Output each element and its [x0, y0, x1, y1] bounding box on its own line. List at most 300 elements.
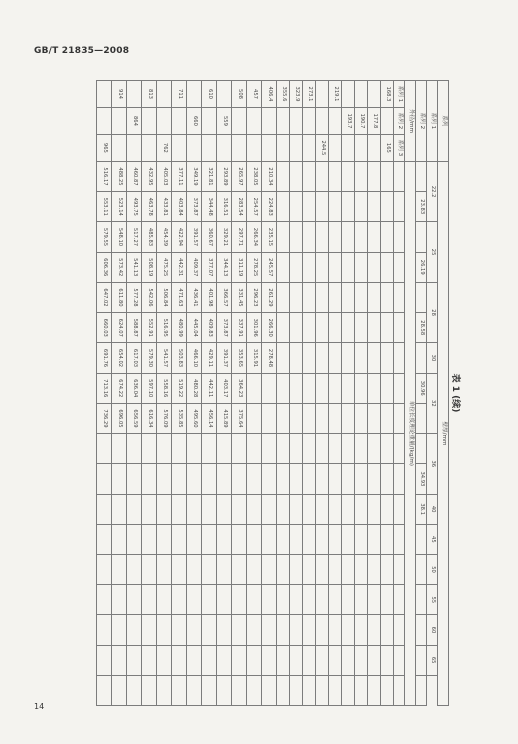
empty-cell	[394, 494, 405, 524]
weight-value: 261.29	[262, 282, 277, 312]
weight-value	[316, 403, 329, 433]
od-series-3	[217, 134, 232, 161]
table-row	[232, 81, 247, 706]
weight-value	[316, 222, 329, 252]
empty-cell	[394, 585, 405, 615]
series-header: 系列	[438, 81, 449, 162]
weight-value	[342, 434, 355, 464]
weight-value: 454.39	[157, 222, 172, 252]
weight-value: 616.34	[142, 403, 157, 433]
weight-value	[232, 434, 247, 464]
weight-value	[303, 343, 316, 373]
weight-value	[368, 282, 381, 312]
weight-value	[355, 161, 368, 191]
weight-value	[303, 373, 316, 403]
weight-value: 337.91	[232, 313, 247, 343]
empty-cell	[416, 524, 427, 554]
weight-value	[232, 645, 247, 675]
od-series-3	[277, 134, 290, 161]
weight-value	[368, 252, 381, 282]
weight-value	[142, 464, 157, 494]
empty-cell	[416, 434, 427, 464]
table-row	[342, 81, 355, 706]
weight-value	[329, 615, 342, 645]
od-series-3	[262, 134, 277, 161]
weight-value	[142, 585, 157, 615]
weight-value	[342, 282, 355, 312]
weight-value: 691.76	[97, 343, 112, 373]
weight-value: 553.11	[97, 192, 112, 222]
weight-value: 475.25	[157, 252, 172, 282]
weight-value	[342, 403, 355, 433]
table-row	[202, 81, 217, 706]
weight-value: 552.91	[142, 313, 157, 343]
weight-value	[277, 645, 290, 675]
weight-value: 429.11	[202, 343, 217, 373]
weight-value	[316, 343, 329, 373]
od-series-3	[355, 134, 368, 161]
weight-value	[303, 282, 316, 312]
weight-value	[157, 615, 172, 645]
od-series-2: 660	[187, 107, 202, 134]
empty-cell	[416, 585, 427, 615]
weight-value	[368, 615, 381, 645]
weight-value	[342, 343, 355, 373]
weight-value	[290, 192, 303, 222]
weight-value	[355, 313, 368, 343]
weight-value	[172, 645, 187, 675]
weight-value	[290, 645, 303, 675]
weight-value: 736.29	[97, 403, 112, 433]
empty-cell	[416, 554, 427, 584]
weight-value	[247, 403, 262, 433]
weight-value	[290, 554, 303, 584]
weight-value: 293.89	[217, 161, 232, 191]
od-series-2	[232, 107, 247, 134]
weight-value	[277, 373, 290, 403]
od-series-1: 273.1	[303, 81, 316, 108]
weight-value	[303, 313, 316, 343]
weight-value	[355, 524, 368, 554]
table-row	[217, 81, 232, 706]
weight-value: 297.71	[232, 222, 247, 252]
weight-value	[202, 524, 217, 554]
weight-value	[112, 464, 127, 494]
weight-value	[381, 464, 394, 494]
weight-value: 495.60	[187, 403, 202, 433]
weight-value	[368, 434, 381, 464]
od-series-2	[247, 107, 262, 134]
weight-value: 516.95	[157, 313, 172, 343]
weight-value	[97, 434, 112, 464]
weight-value	[303, 161, 316, 191]
weight-value	[172, 554, 187, 584]
col-series-1: 系列 1	[394, 81, 405, 108]
weight-value: 576.09	[157, 403, 172, 433]
weight-value	[157, 554, 172, 584]
weight-value	[202, 675, 217, 705]
col-series-2: 系列 2	[394, 107, 405, 134]
weight-value	[172, 494, 187, 524]
weight-value	[303, 434, 316, 464]
weight-value	[342, 615, 355, 645]
weight-value	[142, 675, 157, 705]
weight-value: 508.19	[142, 252, 157, 282]
weight-value	[127, 615, 142, 645]
weight-value: 366.57	[217, 282, 232, 312]
od-series-2	[157, 107, 172, 134]
weight-value	[381, 252, 394, 282]
weight-value	[290, 282, 303, 312]
weight-value: 210.34	[262, 161, 277, 191]
unit-mass-header: 单位长度理论重量/(kg/m)	[405, 161, 416, 705]
thickness-header: 壁厚/mm	[438, 161, 449, 705]
weight-value	[217, 585, 232, 615]
weight-value	[202, 464, 217, 494]
weight-value: 480.28	[187, 373, 202, 403]
weight-value	[355, 585, 368, 615]
weight-value: 493.75	[127, 192, 142, 222]
weight-value	[127, 434, 142, 464]
empty-cell	[394, 645, 405, 675]
weight-value	[157, 675, 172, 705]
od-series-3	[172, 134, 187, 161]
weight-value	[381, 524, 394, 554]
od-series-2	[316, 107, 329, 134]
weight-value	[127, 585, 142, 615]
weight-value	[262, 615, 277, 645]
weight-value	[172, 615, 187, 645]
series-1-label: 系列 1	[427, 81, 438, 162]
table-row	[329, 81, 342, 706]
weight-value: 617.03	[127, 343, 142, 373]
weight-value	[112, 585, 127, 615]
weight-value	[187, 675, 202, 705]
weight-value	[303, 615, 316, 645]
weight-value	[277, 615, 290, 645]
weight-value: 405.03	[157, 161, 172, 191]
thickness-s2-1: 26.19	[416, 252, 427, 282]
table-row	[277, 81, 290, 706]
empty-cell	[394, 343, 405, 373]
od-series-1: 219.1	[329, 81, 342, 108]
weight-value	[329, 222, 342, 252]
weight-value: 235.15	[262, 222, 277, 252]
empty-cell	[394, 161, 405, 191]
weight-value	[202, 554, 217, 584]
weight-value	[290, 161, 303, 191]
weight-value: 403.17	[217, 373, 232, 403]
od-series-3: 762	[157, 134, 172, 161]
weight-value	[303, 192, 316, 222]
weight-value	[202, 494, 217, 524]
weight-value	[368, 161, 381, 191]
weight-value: 349.19	[187, 161, 202, 191]
weight-value	[290, 675, 303, 705]
weight-value	[316, 192, 329, 222]
header-row	[394, 81, 405, 706]
weight-value	[277, 524, 290, 554]
weight-value	[329, 464, 342, 494]
weight-value: 238.05	[247, 161, 262, 191]
weight-value: 360.67	[202, 222, 217, 252]
weight-value	[381, 645, 394, 675]
weight-value	[277, 434, 290, 464]
weight-value: 480.99	[172, 313, 187, 343]
weight-value: 466.10	[187, 343, 202, 373]
weight-value	[316, 645, 329, 675]
weight-value	[316, 282, 329, 312]
od-series-2: 177.8	[368, 107, 381, 134]
weight-value	[187, 645, 202, 675]
od-series-3	[290, 134, 303, 161]
weight-value	[355, 434, 368, 464]
table-row	[142, 81, 157, 706]
od-series-1: 323.9	[290, 81, 303, 108]
weight-value	[329, 434, 342, 464]
weight-value: 445.04	[187, 313, 202, 343]
weight-value	[172, 585, 187, 615]
weight-value	[342, 585, 355, 615]
weight-value	[368, 403, 381, 433]
weight-value	[157, 494, 172, 524]
weight-value	[355, 464, 368, 494]
table-row	[187, 81, 202, 706]
empty-cell	[416, 343, 427, 373]
weight-value	[247, 494, 262, 524]
weight-value	[277, 675, 290, 705]
weight-value	[342, 313, 355, 343]
weight-value: 588.87	[127, 313, 142, 343]
weight-value	[355, 222, 368, 252]
weight-value: 485.83	[142, 222, 157, 252]
weight-value: 606.36	[97, 252, 112, 282]
weight-value: 409.37	[187, 252, 202, 282]
empty-cell	[394, 464, 405, 494]
weight-value: 265.97	[232, 161, 247, 191]
table-title: 表 1 (续)	[450, 373, 460, 413]
weight-value	[112, 554, 127, 584]
weight-value: 517.27	[127, 222, 142, 252]
weight-value	[381, 161, 394, 191]
thickness-s1-3: 30	[427, 343, 438, 373]
empty-cell	[394, 554, 405, 584]
empty-cell	[416, 282, 427, 312]
weight-value: 541.13	[127, 252, 142, 282]
weight-value: 391.37	[217, 343, 232, 373]
weight-value	[262, 554, 277, 584]
od-series-2	[97, 107, 112, 134]
weight-value	[187, 494, 202, 524]
weight-value	[187, 524, 202, 554]
weight-value	[368, 585, 381, 615]
weight-value	[142, 615, 157, 645]
steel-pipe-weight-table	[96, 80, 449, 706]
weight-value: 579.55	[97, 222, 112, 252]
weight-value	[97, 554, 112, 584]
weight-value: 548.10	[112, 222, 127, 252]
od-series-1: 168.3	[381, 81, 394, 108]
weight-value	[247, 464, 262, 494]
empty-cell	[394, 403, 405, 433]
weight-value: 611.80	[112, 282, 127, 312]
weight-value	[329, 675, 342, 705]
weight-value	[303, 252, 316, 282]
weight-value	[217, 464, 232, 494]
weight-value	[355, 675, 368, 705]
weight-value	[381, 434, 394, 464]
table-row	[172, 81, 187, 706]
weight-value	[342, 192, 355, 222]
weight-value: 283.54	[232, 192, 247, 222]
od-series-2	[112, 107, 127, 134]
weight-value: 401.98	[202, 282, 217, 312]
standard-code: GB/T 21835—2008	[34, 46, 130, 56]
weight-value	[247, 373, 262, 403]
header-row	[405, 81, 416, 706]
weight-value	[355, 343, 368, 373]
weight-value	[381, 675, 394, 705]
od-series-3	[368, 134, 381, 161]
weight-value	[247, 554, 262, 584]
weight-value: 503.83	[172, 343, 187, 373]
weight-value	[329, 313, 342, 343]
thickness-s1-8: 50	[427, 554, 438, 584]
weight-value	[277, 464, 290, 494]
weight-value	[329, 373, 342, 403]
weight-value	[277, 585, 290, 615]
weight-value	[172, 464, 187, 494]
weight-value: 344.48	[202, 192, 217, 222]
od-series-3	[247, 134, 262, 161]
weight-value	[127, 645, 142, 675]
weight-value	[303, 464, 316, 494]
od-series-3	[142, 134, 157, 161]
weight-value: 373.87	[187, 192, 202, 222]
od-series-2	[329, 107, 342, 134]
table-row	[303, 81, 316, 706]
weight-value	[262, 524, 277, 554]
weight-value: 442.31	[172, 252, 187, 282]
weight-value	[381, 222, 394, 252]
thickness-s2-2: 28.58	[416, 313, 427, 343]
od-series-2	[172, 107, 187, 134]
weight-value	[303, 222, 316, 252]
od-series-3	[127, 134, 142, 161]
weight-value	[217, 434, 232, 464]
weight-value	[368, 675, 381, 705]
weight-value	[368, 313, 381, 343]
weight-value: 316.51	[217, 192, 232, 222]
weight-value	[232, 675, 247, 705]
weight-value	[342, 252, 355, 282]
od-series-2: 864	[127, 107, 142, 134]
weight-value	[342, 675, 355, 705]
weight-value	[142, 645, 157, 675]
od-series-1	[355, 81, 368, 108]
od-series-2	[277, 107, 290, 134]
weight-value	[262, 434, 277, 464]
weight-value	[232, 464, 247, 494]
weight-value	[262, 464, 277, 494]
weight-value	[277, 192, 290, 222]
weight-value: 573.42	[112, 252, 127, 282]
od-series-1	[127, 81, 142, 108]
od-series-2	[303, 107, 316, 134]
weight-value: 541.57	[157, 343, 172, 373]
weight-value: 373.87	[217, 313, 232, 343]
od-series-1: 914	[112, 81, 127, 108]
weight-value: 266.30	[262, 313, 277, 343]
weight-value	[329, 161, 342, 191]
od-series-3: 965	[97, 134, 112, 161]
od-series-1	[97, 81, 112, 108]
weight-value: 488.25	[112, 161, 127, 191]
weight-value: 654.02	[112, 343, 127, 373]
weight-value	[316, 464, 329, 494]
weight-value: 433.81	[157, 192, 172, 222]
weight-value	[316, 252, 329, 282]
weight-value: 254.57	[247, 192, 262, 222]
weight-value	[290, 615, 303, 645]
od-series-2	[290, 107, 303, 134]
od-series-2: 190.7	[355, 107, 368, 134]
empty-cell	[394, 313, 405, 343]
weight-value	[316, 675, 329, 705]
weight-value: 224.83	[262, 192, 277, 222]
table-row	[316, 81, 329, 706]
weight-value	[277, 252, 290, 282]
table-row	[112, 81, 127, 706]
thickness-s1-2: 28	[427, 282, 438, 343]
weight-value	[217, 615, 232, 645]
empty-cell	[394, 282, 405, 312]
table-row	[355, 81, 368, 706]
weight-value	[142, 494, 157, 524]
weight-value	[97, 615, 112, 645]
weight-value: 296.23	[247, 282, 262, 312]
weight-value	[157, 434, 172, 464]
weight-value	[290, 222, 303, 252]
weight-value: 353.65	[232, 343, 247, 373]
weight-value	[355, 192, 368, 222]
od-series-1	[316, 81, 329, 108]
weight-value	[97, 524, 112, 554]
weight-value: 422.94	[172, 222, 187, 252]
table-row	[157, 81, 172, 706]
weight-value: 597.10	[142, 373, 157, 403]
weight-value	[368, 554, 381, 584]
weight-value: 409.83	[202, 313, 217, 343]
weight-value	[303, 403, 316, 433]
weight-value: 577.28	[127, 282, 142, 312]
thickness-s2-3: 30.96	[416, 373, 427, 403]
weight-value	[112, 615, 127, 645]
col-series-3: 系列 3	[394, 134, 405, 161]
header-row	[427, 81, 438, 706]
weight-value: 266.34	[247, 222, 262, 252]
weight-value	[303, 554, 316, 584]
weight-value	[172, 675, 187, 705]
od-series-1	[157, 81, 172, 108]
weight-value: 463.78	[142, 192, 157, 222]
weight-value	[217, 675, 232, 705]
empty-cell	[394, 252, 405, 282]
weight-value	[342, 554, 355, 584]
od-series-1: 711	[172, 81, 187, 108]
od-series-1	[368, 81, 381, 108]
thickness-s1-0: 22.2	[427, 161, 438, 222]
